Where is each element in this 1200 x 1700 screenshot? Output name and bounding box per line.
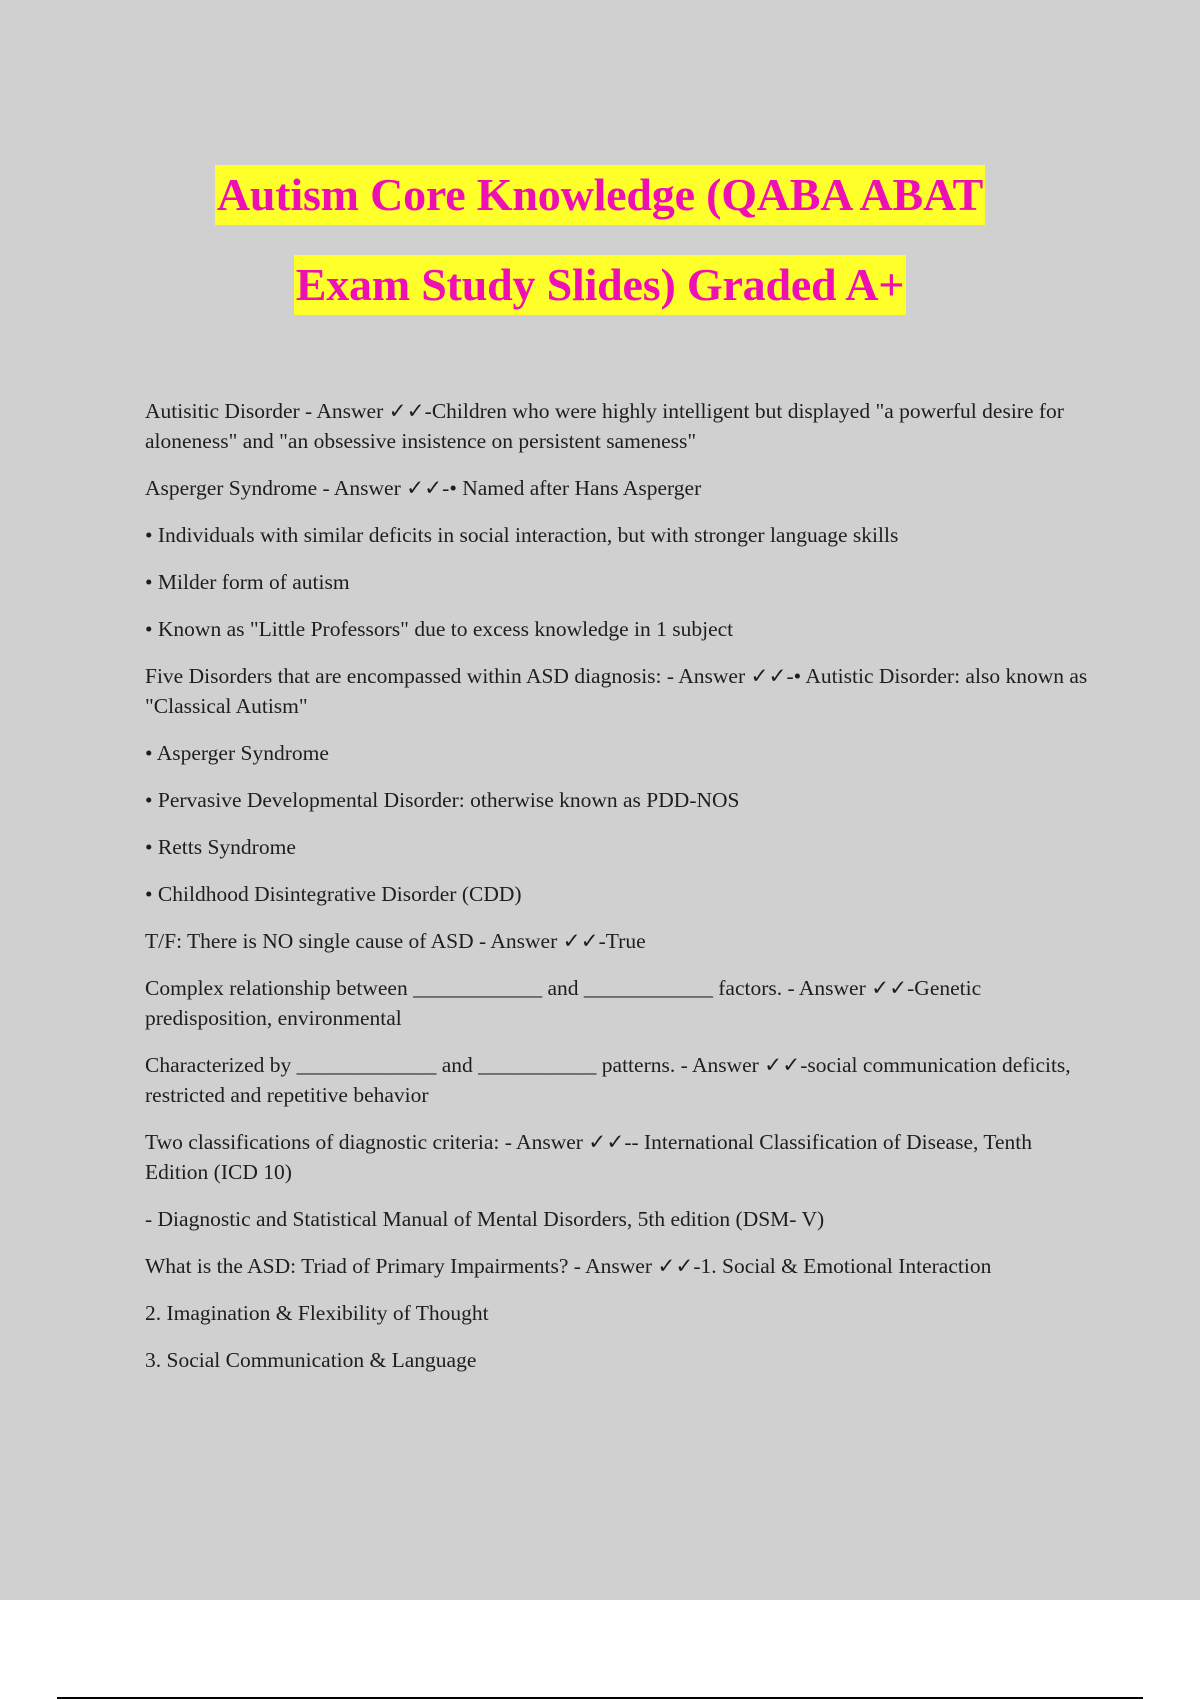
list-item: 3. Social Communication & Language (145, 1348, 477, 1372)
document-title (0, 165, 1200, 345)
bullet-item: • Retts Syndrome (145, 835, 296, 859)
list-item: - Diagnostic and Statistical Manual of Mental Disorders, 5th edition (DSM- V) (145, 1207, 825, 1231)
document-body (145, 396, 1090, 1392)
bullet-item: • Pervasive Developmental Disorder: otherwise known as PDD-NOS (145, 788, 740, 812)
list-item: 2. Imagination & Flexibility of Thought (145, 1301, 489, 1325)
qa-paragraph: T/F: There is NO single cause of ASD - Answer ✓✓-True (145, 929, 646, 953)
qa-paragraph: Asperger Syndrome - Answer ✓✓-• Named after Hans Asperger (145, 476, 702, 500)
qa-paragraph: Characterized by _____________ and ___________ patterns. - Answer ✓✓-social communication deficits, restricted and repetitive behavior (145, 1053, 1071, 1107)
qa-paragraph: What is the ASD: Triad of Primary Impairments? - Answer ✓✓-1. Social & Emotional Interaction (145, 1254, 992, 1278)
bullet-item: • Milder form of autism (145, 570, 350, 594)
qa-paragraph: Complex relationship between ____________ and ____________ factors. - Answer ✓✓-Genetic predisposition, environmental (145, 976, 982, 1030)
qa-paragraph: Five Disorders that are encompassed within ASD diagnosis: - Answer ✓✓-• Autistic Disorder: also known as "Classical Autism" (145, 664, 1088, 718)
qa-paragraph: Autisitic Disorder - Answer ✓✓-Children who were highly intelligent but displayed "a powerful desire for aloneness" and "an obsessive insistence on persistent sameness" (145, 399, 1064, 453)
bullet-item: • Individuals with similar deficits in social interaction, but with stronger language skills (145, 523, 899, 547)
title-line-2: Exam Study Slides) Graded A+ (294, 255, 907, 315)
qa-paragraph: Two classifications of diagnostic criteria: - Answer ✓✓-- International Classification of Disease, Tenth Edition (ICD 10) (145, 1130, 1033, 1184)
bullet-item: • Known as "Little Professors" due to excess knowledge in 1 subject (145, 617, 734, 641)
page-footer (0, 1600, 1200, 1700)
bullet-item: • Asperger Syndrome (145, 741, 329, 765)
title-line-1: Autism Core Knowledge (QABA ABAT (215, 165, 985, 225)
bullet-item: • Childhood Disintegrative Disorder (CDD) (145, 882, 522, 906)
footer-divider (57, 1697, 1143, 1699)
